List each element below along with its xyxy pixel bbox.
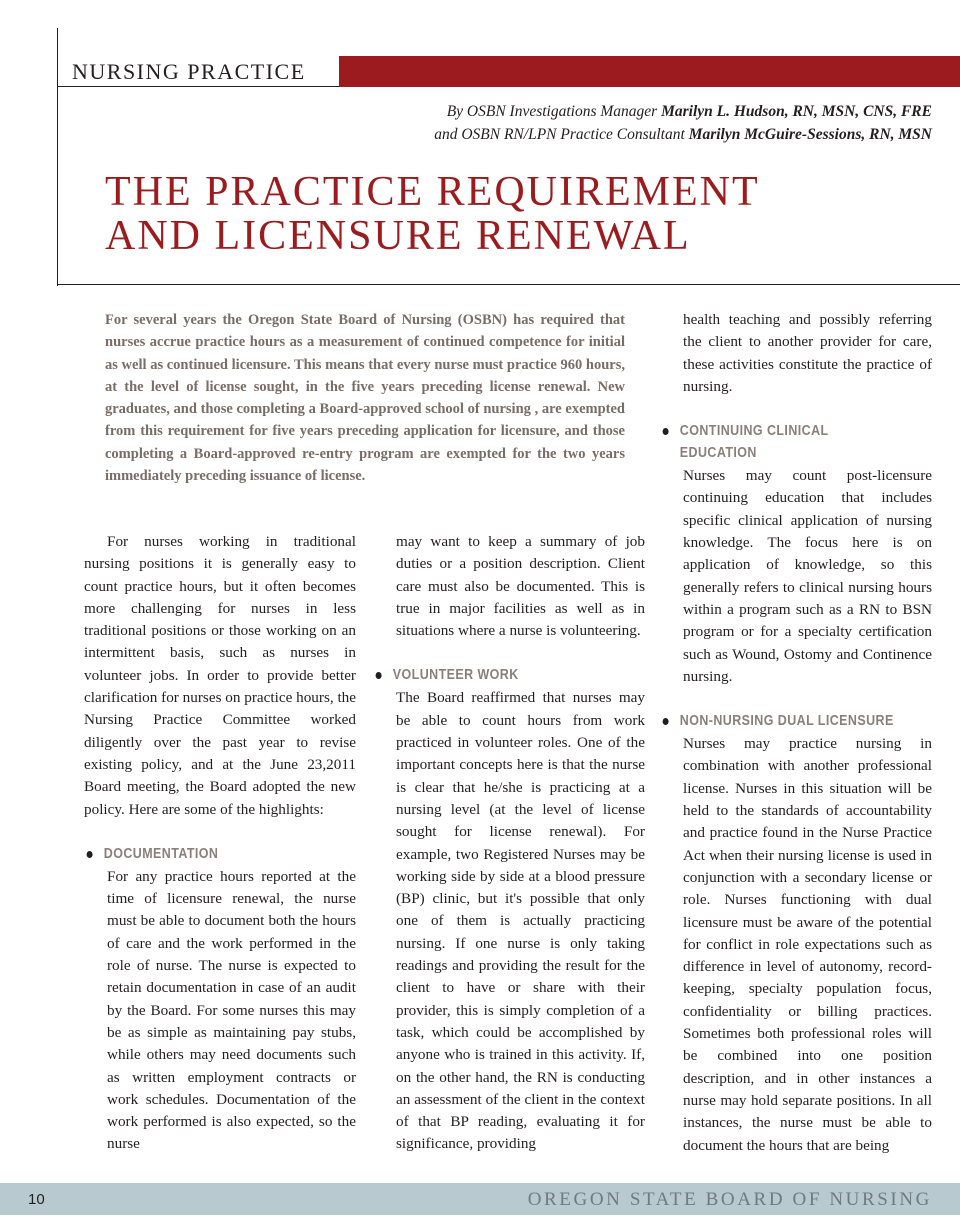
section-label-rule (57, 86, 339, 87)
byline (434, 100, 932, 146)
column-1 (84, 531, 356, 1156)
column-3 (660, 309, 932, 1157)
documentation-paragraph: For any practice hours reported at the time of licensure renewal, the nurse must be able to document both the hours of care and the work performed in the role of nurse. The nurse is expected to retain documentation in case of an audit by the Board. For some nurses this may be as simple as maintaining pay stubs, while others may need documents such as written employment contracts or work schedules. Documentation of the work performed is also expected, so the nurse (107, 867, 356, 1153)
byline-line-2 (434, 123, 932, 146)
title-line-2: AND LICENSURE RENEWAL (105, 213, 691, 259)
title-line-1: THE PRACTICE REQUIREMENT (105, 169, 760, 215)
documentation-heading: DOCUMENTATION (84, 843, 318, 865)
column-2 (373, 531, 645, 1156)
intro-paragraph: For several years the Oregon State Board of Nursing (OSBN) has required that nurses accrue practice hours as a measurement of continued competence for initial as well as continued licensure. This means that every nurse must practice 960 hours, at the level of license sought, in the five years preceding license renewal. New graduates, and those completing a Board-approved school of nursing , are exempted from this requirement for five years preceding application for licensure, and those completing a Board-approved re-entry program are exempted for the two years immediately preceding issuance of license. (105, 312, 625, 485)
continuing-clinical-education-heading: CONTINUING CLINICAL EDUCATION (660, 420, 894, 464)
publication-name: OREGON STATE BOARD OF NURSING (527, 1189, 932, 1210)
bullet-icon (87, 851, 93, 858)
byline-1-author: Marilyn L. Hudson, RN, MSN, CNS, FRE (661, 103, 932, 120)
title-divider (57, 284, 960, 285)
section-color-bar (339, 56, 960, 87)
body-paragraph: For nurses working in traditional nursing positions it is generally easy to count practice hours, but it often becomes more challenging for nurses in less traditional positions or those working on an intermittent basis, such as nurses in volunteer jobs. In order to provide better clarification for nurses on practice hours, the Nursing Practice Committee worked diligently over the past year to revise existing policy, and at the June 23,2011 Board meeting, the Board adopted the new policy. Here are some of the highlights: (84, 533, 357, 818)
section-label: NURSING PRACTICE (72, 59, 306, 84)
byline-1-role: By OSBN Investigations Manager (446, 103, 662, 120)
dual-licensure-paragraph: Nurses may practice nursing in combination with another professional license. Nurses in this situation will be held to the standards of accountability and practice found in the Nurse Practice Act when their nursing license is used in conjunction with a secondary license or role. Nurses functioning with dual licensure must be aware of the potential for conflict in role expectations such as difference in level of autonomy, record-keeping, specialty population focus, confidentiality or billing practices. Sometimes both professional roles will be combined into one position description, and in other instances a nurse may hold separate positions. In all instances, the nurse must be able to document the hours that are being (683, 735, 932, 1154)
byline-2-author: Marilyn McGuire-Sessions, RN, MSN (688, 126, 932, 143)
bullet-icon (663, 428, 669, 435)
dual-licensure-heading: NON-NURSING DUAL LICENSURE (660, 710, 894, 732)
left-margin-rule (57, 28, 58, 286)
body-paragraph: may want to keep a summary of job duties or a position description. Client care must also be documented. This is true in major facilities as well as in situations where a nurse is volunteering. (396, 533, 645, 640)
article-title (105, 170, 760, 258)
bullet-icon (663, 718, 669, 725)
volunteer-work-heading: VOLUNTEER WORK (373, 664, 607, 686)
byline-2-role: and OSBN RN/LPN Practice Consultant (434, 126, 689, 143)
body-paragraph: health teaching and possibly referring the client to another provider for care, these activities constitute the practice of nursing. (683, 311, 932, 395)
continuing-clinical-education-paragraph: Nurses may count post-licensure continuing education that includes specific clinical application of nursing knowledge. The focus here is on application of knowledge, so this generally refers to clinical nursing hours within a program such as a RN to BSN program or for a specialty certification such as Wound, Ostomy and Continence nursing. (683, 467, 932, 685)
page-number: 10 (28, 1191, 45, 1208)
bullet-icon (376, 672, 382, 679)
volunteer-work-paragraph: The Board reaffirmed that nurses may be able to count hours from work practiced in volunteer roles. One of the important concepts here is that the nurse is clear that he/she is practicing at a nursing level (at the level of license sought for license renewal). For example, two Registered Nurses may be working side by side at a blood pressure (BP) clinic, but it's possible that only one of them is actually practicing nursing. If one nurse is only taking readings and providing the result for the client to have or share with their provider, this is simply completion of a task, which could be accomplished by anyone who is trained in this activity. If, on the other hand, the RN is conducting an assessment of the client in the context of that BP reading, evaluating it for significance, providing (396, 689, 645, 1153)
byline-line-1 (434, 100, 932, 123)
